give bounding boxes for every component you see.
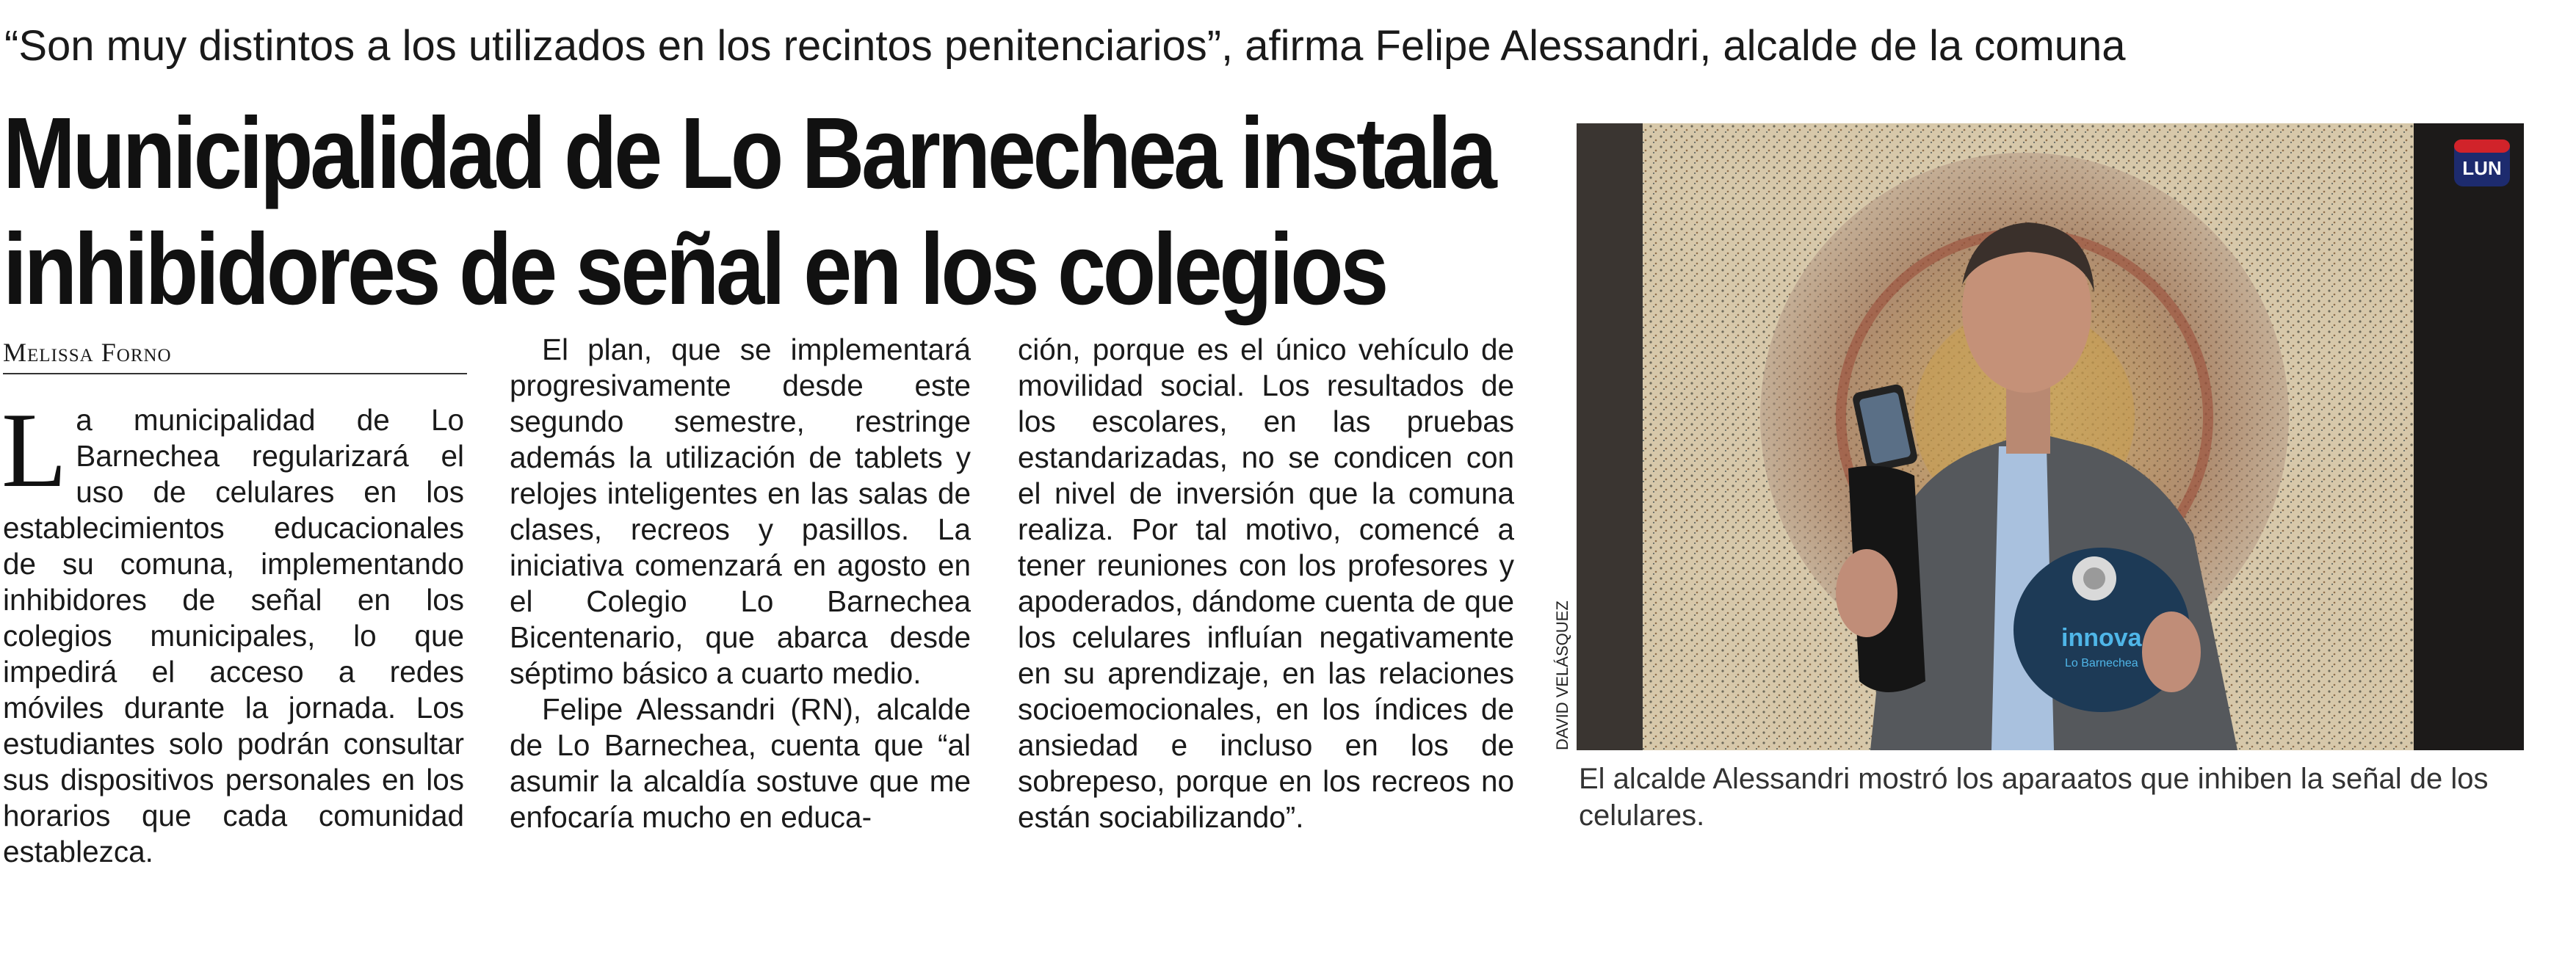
photo-caption: El alcalde Alessandri mostró los aparaatos que inhiben la señal de los celulares.: [1579, 763, 2489, 832]
article-column-1: [1, 391, 464, 870]
article-column-2: [510, 332, 971, 835]
pouch-brand-label: innova: [2061, 624, 2142, 652]
column-2-paragraph-1: El plan, que se implementará progresivamente desde este segundo semestre, restringe además la utilización de tablets y relojes inteligentes en las salas de clases, recreos y pasillos. La iniciativa comenzará en agosto en el Colegio Lo Barnechea Bicentenario, que abarca desde séptimo básico a cuarto medio.: [510, 333, 971, 690]
byline: Melissa Forno: [3, 336, 467, 374]
column-3-text: ción, porque es el único vehículo de movilidad social. Los resultados de los escolares, en las pruebas estandarizadas, no se condicen con el nivel de inversión que la comuna realiza. Por tal motivo, comencé a tener reuniones con los profesores y apoderados, dándome cuenta de que los celulares influían negativamente en su aprendizaje, en las relaciones socioemocionales, en los índices de ansiedad e incluso en los de sobrepeso, porque en los recreos no están sociabilizando”.: [1018, 333, 1514, 834]
article-column-3: [1018, 332, 1514, 835]
photo-credit: DAVID VELÁSQUEZ: [1553, 600, 1571, 750]
headline: [3, 95, 1494, 327]
lun-logo: [2454, 139, 2510, 186]
drop-cap: L: [1, 391, 68, 509]
photo-illustration: [1577, 123, 2524, 750]
headline-line-2: inhibidores de señal en los colegios: [3, 213, 1386, 326]
kicker: “Son muy distintos a los utilizados en los recintos penitenciarios”, afirma Felipe Alessandri, alcalde de la comuna: [4, 22, 2126, 70]
pouch-brand-sublabel: Lo Barnechea: [2065, 657, 2138, 669]
headline-line-1: Municipalidad de Lo Barnechea instala: [3, 97, 1494, 210]
lun-logo-text: LUN: [2462, 157, 2502, 179]
column-1-text: a municipalidad de Lo Barnechea regularizará el uso de celulares en los establecimientos educacionales de su comuna, implementando inhibidores de señal en los colegios municipales, lo que impedirá el acceso a redes móviles durante la jornada. Los estudiantes solo podrán consultar sus dispositivos personales en los horarios que cada comunidad establezca.: [3, 403, 464, 868]
column-2-paragraph-2: Felipe Alessandri (RN), alcalde de Lo Barnechea, cuenta que “al asumir la alcaldía sostuve que me enfocaría mucho en educa-: [510, 692, 971, 834]
lun-logo-icon: [2454, 139, 2510, 186]
article-photo: [1577, 123, 2524, 750]
